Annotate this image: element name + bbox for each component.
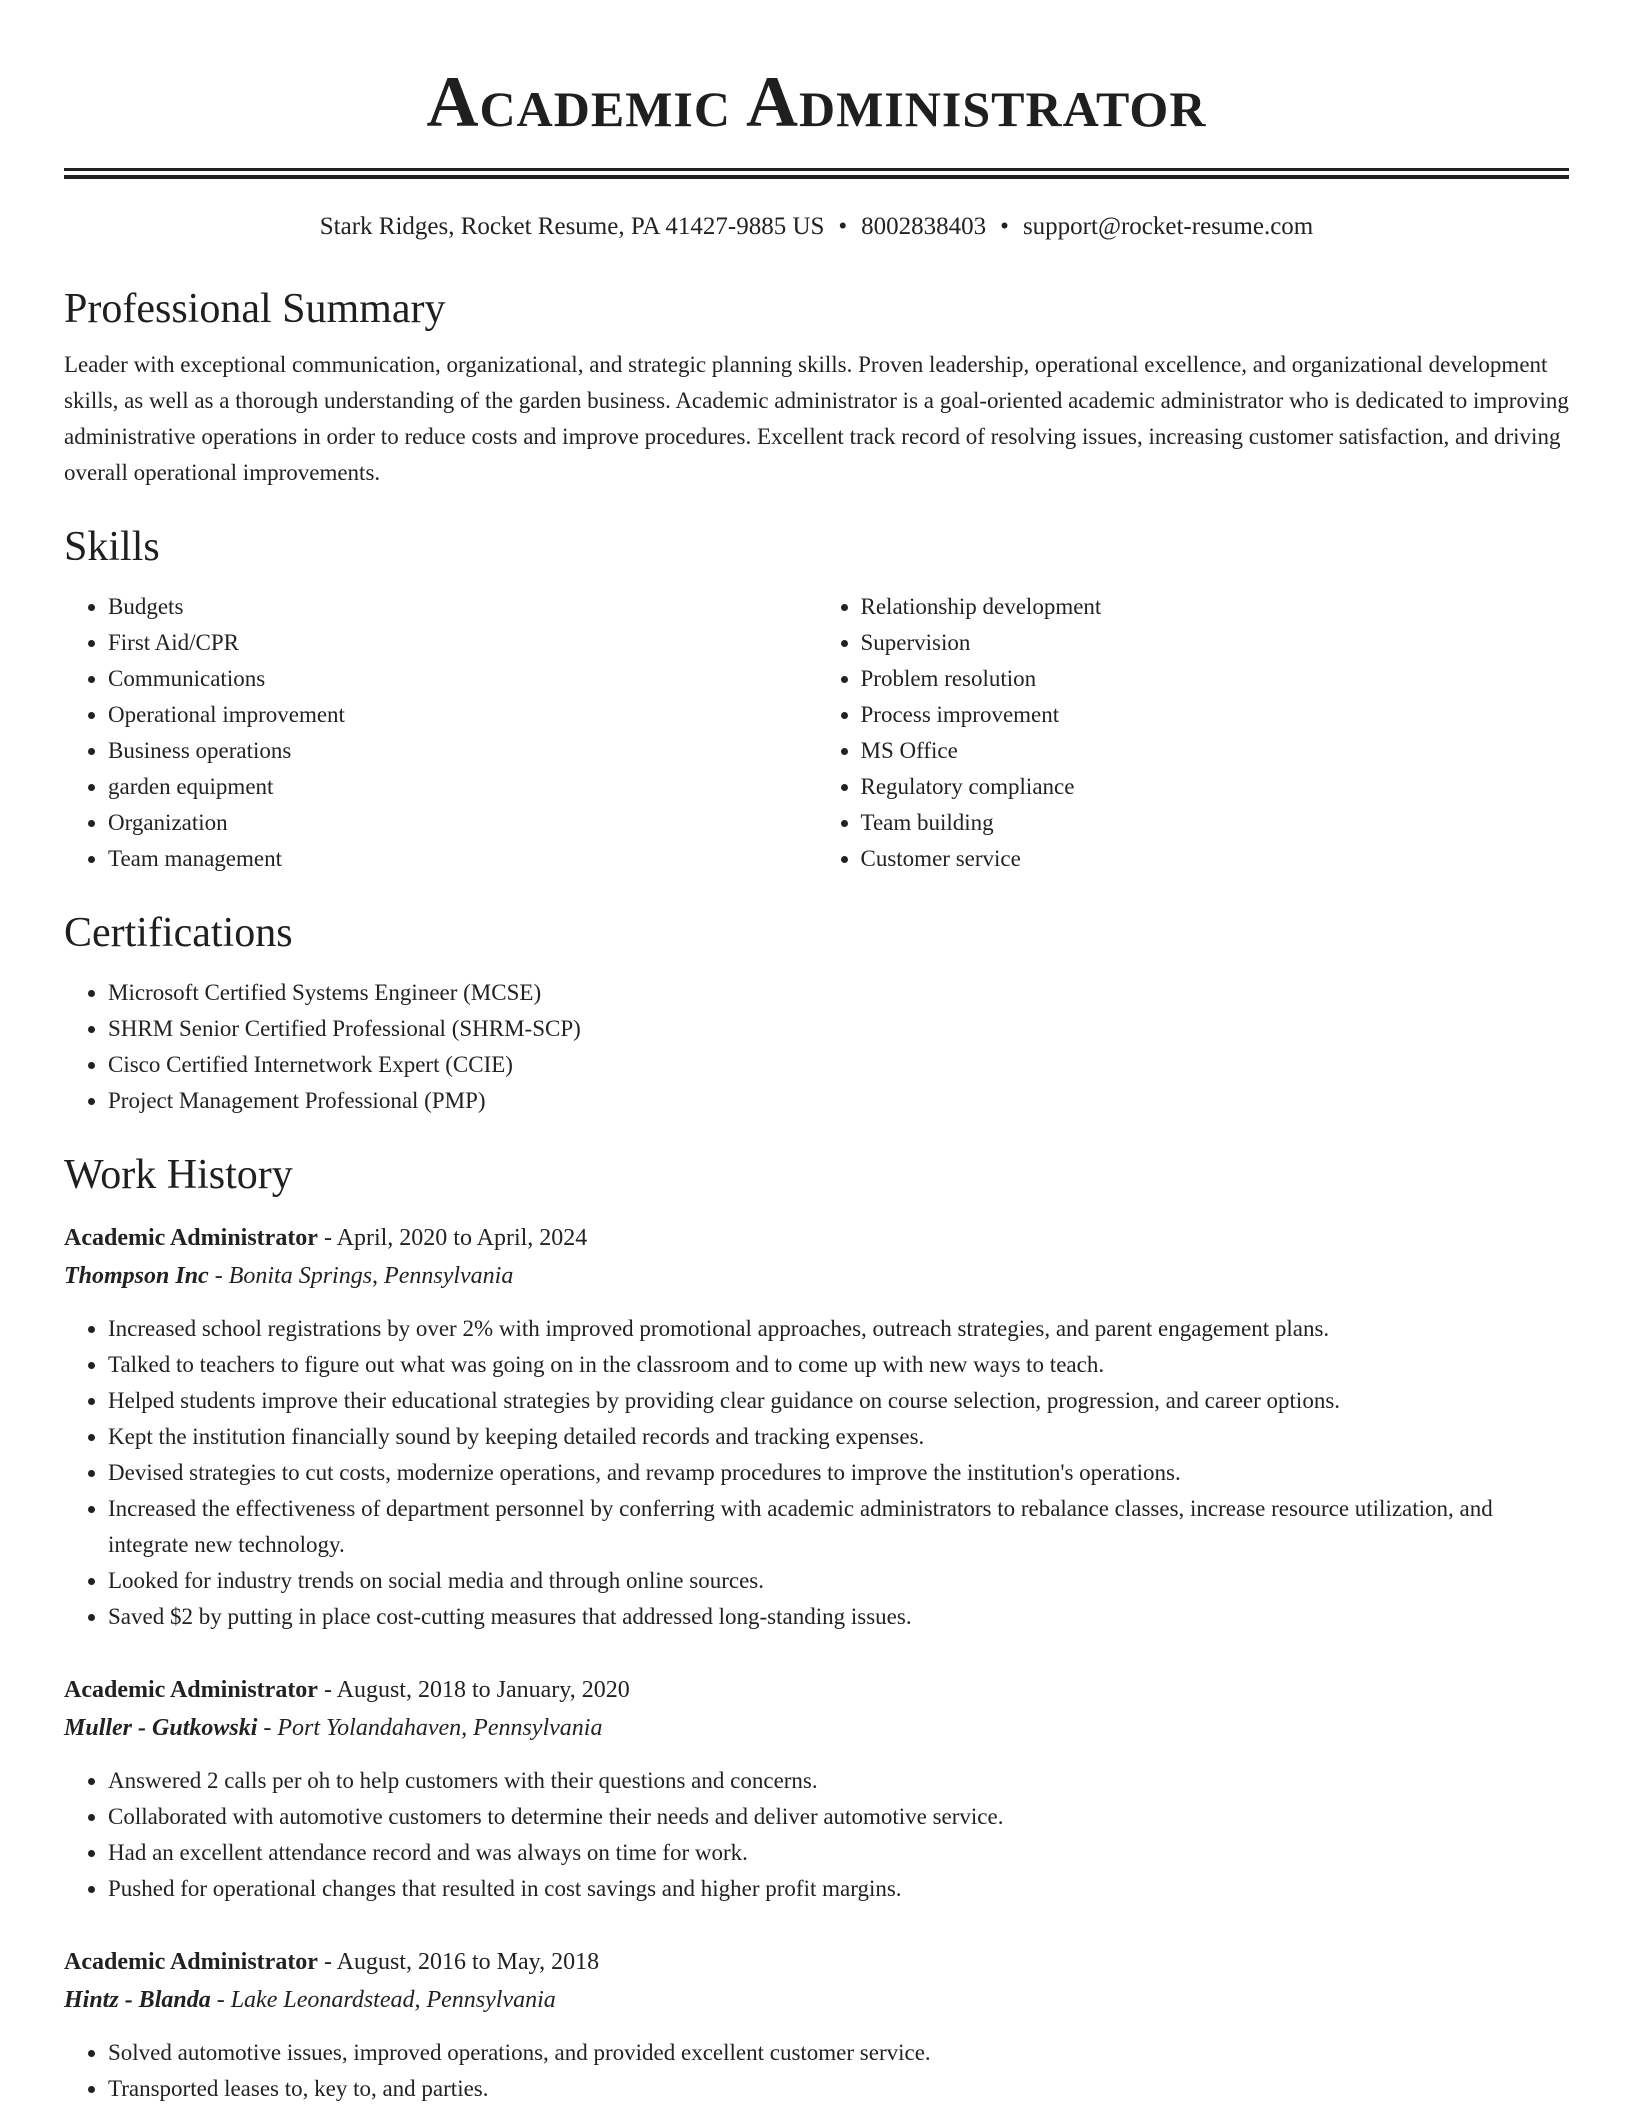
skill-item: • Customer service <box>861 841 1570 877</box>
job-company-line <box>64 1709 1569 1747</box>
skill-item: • Operational improvement <box>108 697 817 733</box>
skills-list-right <box>817 589 1570 877</box>
job-entry <box>64 1943 1569 2107</box>
job-bullet: • Increased school registrations by over 2% with improved promotional approaches, outreach strategies, and parent engagement plans. <box>108 1311 1569 1347</box>
contact-line <box>64 209 1569 245</box>
skill-item: • Business operations <box>108 733 817 769</box>
certification-item: • Microsoft Certified Systems Engineer (MCSE) <box>108 975 1569 1011</box>
contact-email: support@rocket-resume.com <box>1022 213 1314 240</box>
job-role: Academic Administrator <box>64 1677 318 1703</box>
job-title-line <box>64 1943 1569 1981</box>
resume-page <box>64 0 1569 2107</box>
skill-item: • Process improvement <box>861 697 1570 733</box>
job-bullet: • Talked to teachers to figure out what was going on in the classroom and to come up with new ways to teach. <box>108 1347 1569 1383</box>
skills-list-left <box>64 589 817 877</box>
contact-separator: • <box>1000 213 1009 240</box>
skill-item: • Communications <box>108 661 817 697</box>
skill-item: • Team building <box>861 805 1570 841</box>
job-bullets <box>64 1311 1569 1635</box>
job-bullet: • Answered 2 calls per oh to help customers with their questions and concerns. <box>108 1763 1569 1799</box>
job-location: - Bonita Springs, Pennsylvania <box>208 1263 514 1289</box>
job-location: - Lake Leonardstead, Pennsylvania <box>210 1987 556 2013</box>
skill-item: • Team management <box>108 841 817 877</box>
contact-separator: • <box>838 213 848 240</box>
job-company-line <box>64 1257 1569 1295</box>
section-title-skills: Skills <box>64 524 160 570</box>
skill-item: • Budgets <box>108 589 817 625</box>
job-bullet: • Helped students improve their educational strategies by providing clear guidance on course selection, progression, and career options. <box>108 1383 1569 1419</box>
skill-item: • garden equipment <box>108 769 817 805</box>
job-bullet: • Saved $2 by putting in place cost-cutting measures that addressed long-standing issues. <box>108 1599 1569 1635</box>
contact-address: Stark Ridges, Rocket Resume, PA 41427-9885 US <box>319 213 825 240</box>
header-double-rule <box>64 168 1569 179</box>
job-dates: - August, 2016 to May, 2018 <box>317 1949 600 1975</box>
certification-item: • Project Management Professional (PMP) <box>108 1083 1569 1119</box>
certifications-list <box>64 975 1569 1119</box>
job-bullet: • Looked for industry trends on social media and through online sources. <box>108 1563 1569 1599</box>
job-company-line <box>64 1981 1569 2019</box>
skill-item: • MS Office <box>861 733 1570 769</box>
skill-item: • First Aid/CPR <box>108 625 817 661</box>
job-dates: - April, 2020 to April, 2024 <box>317 1225 588 1251</box>
skill-item: • Supervision <box>861 625 1570 661</box>
job-company: Hintz - Blanda <box>64 1987 211 2013</box>
job-bullet: • Devised strategies to cut costs, modernize operations, and revamp procedures to improve the institution's operations. <box>108 1455 1569 1491</box>
section-title-summary: Professional Summary <box>64 286 446 332</box>
job-location: - Port Yolandahaven, Pennsylvania <box>257 1715 603 1741</box>
summary-text: Leader with exceptional communication, organizational, and strategic planning skills. Proven leadership, operational excellence, and organizational development skills, as well as a thorough understanding of the garden business. Academic administrator is a goal-oriented academic administrator who is dedicated to improving administrative operations in order to reduce costs and improve procedures. Excellent track record of resolving issues, increasing customer satisfaction, and driving overall operational improvements. <box>64 352 1569 485</box>
section-title-work-history: Work History <box>64 1152 293 1198</box>
skill-item: • Problem resolution <box>861 661 1570 697</box>
job-bullet: • Kept the institution financially sound by keeping detailed records and tracking expenses. <box>108 1419 1569 1455</box>
job-entry <box>64 1671 1569 1907</box>
contact-phone: 8002838403 <box>861 213 987 240</box>
job-dates: - August, 2018 to January, 2020 <box>317 1677 630 1703</box>
job-bullet: • Collaborated with automotive customers to determine their needs and deliver automotive service. <box>108 1799 1569 1835</box>
job-bullets <box>64 1763 1569 1907</box>
job-role: Academic Administrator <box>64 1949 318 1975</box>
skill-item: • Relationship development <box>861 589 1570 625</box>
job-title-line <box>64 1671 1569 1709</box>
job-bullets <box>64 2035 1569 2107</box>
job-role: Academic Administrator <box>64 1225 318 1251</box>
job-bullet: • Transported leases to, key to, and parties. <box>108 2071 1569 2107</box>
job-entry <box>64 1219 1569 1635</box>
section-title-certifications: Certifications <box>64 910 293 956</box>
job-title-line <box>64 1219 1569 1257</box>
certification-item: • SHRM Senior Certified Professional (SHRM-SCP) <box>108 1011 1569 1047</box>
certification-item: • Cisco Certified Internetwork Expert (CCIE) <box>108 1047 1569 1083</box>
job-bullet: • Pushed for operational changes that resulted in cost savings and higher profit margins. <box>108 1871 1569 1907</box>
job-bullet: • Increased the effectiveness of department personnel by conferring with academic administrators to rebalance classes, increase resource utilization, and integrate new technology. <box>108 1491 1569 1563</box>
resume-name: Academic Administrator <box>426 62 1207 142</box>
job-bullet: • Had an excellent attendance record and was always on time for work. <box>108 1835 1569 1871</box>
skills-columns <box>64 589 1569 877</box>
skill-item: • Regulatory compliance <box>861 769 1570 805</box>
skill-item: • Organization <box>108 805 817 841</box>
job-company: Thompson Inc <box>64 1263 209 1289</box>
job-company: Muller - Gutkowski <box>64 1715 258 1741</box>
job-bullet: • Solved automotive issues, improved operations, and provided excellent customer service. <box>108 2035 1569 2071</box>
